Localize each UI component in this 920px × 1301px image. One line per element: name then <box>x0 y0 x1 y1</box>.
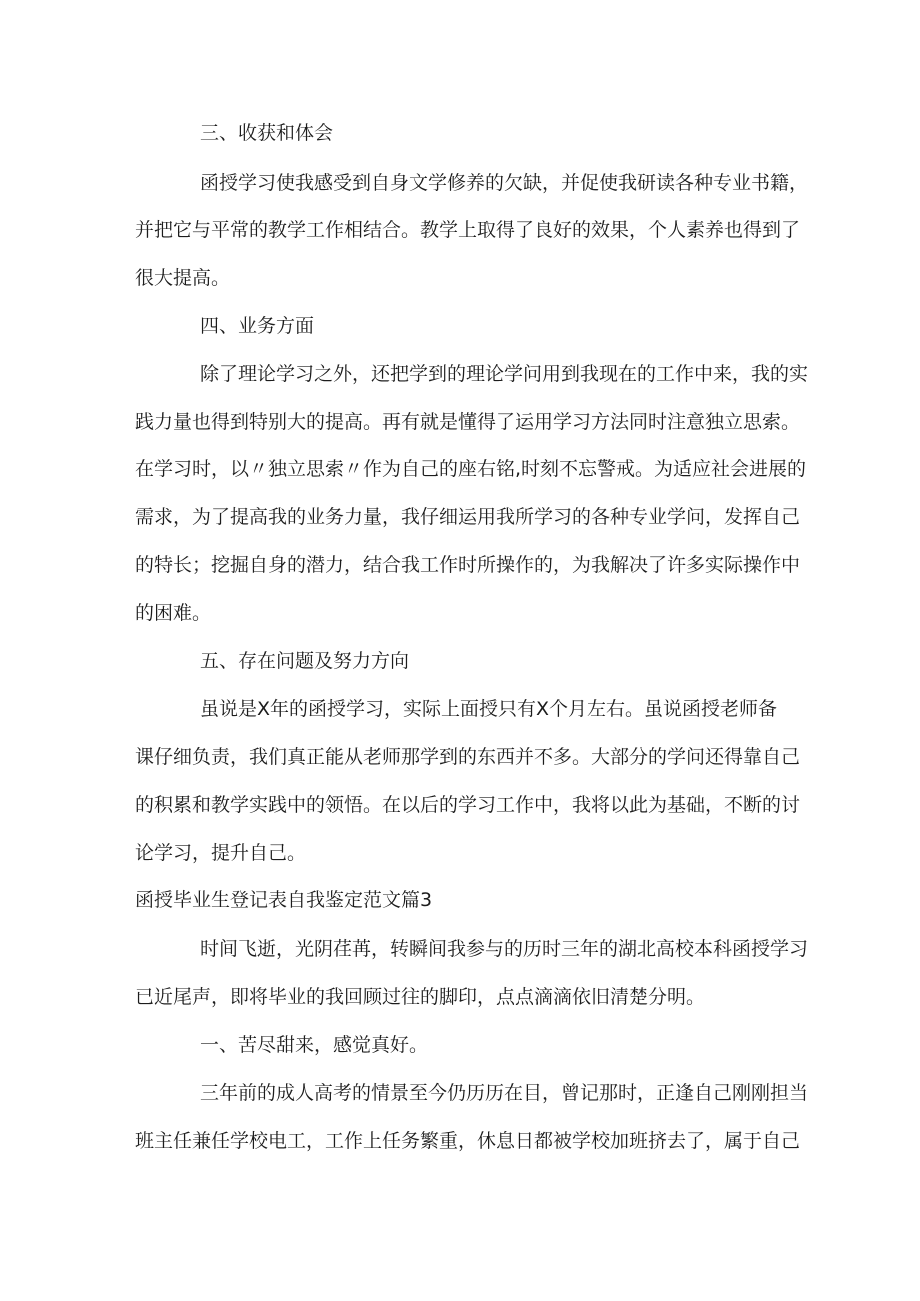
paragraph-line: 三年前的成人高考的情景至今仍历历在目，曾记那时，正逢自己刚刚担当 <box>200 1082 809 1104</box>
paragraph-line: 的特长；挖掘自身的潜力，结合我工作时所操作的，为我解决了许多实际操作中 <box>135 554 801 576</box>
section-heading-4: 四、业务方面 <box>200 315 315 337</box>
paragraph-line: 论学习，提升自己。 <box>135 842 307 864</box>
paragraph-line: 的困难。 <box>135 602 212 624</box>
paragraph-line: 班主任兼任学校电工，工作上任务繁重，休息日都被学校加班挤去了，属于自己 <box>135 1130 801 1152</box>
paragraph-line: 时间飞逝，光阴荏苒，转瞬间我参与的历时三年的湖北高校本科函授学习 <box>200 938 809 960</box>
paragraph-line: 除了理论学习之外，还把学到的理论学问用到我现在的工作中来，我的实 <box>200 363 809 385</box>
paragraph-line: 课仔细负责，我们真正能从老师那学到的东西并不多。大部分的学问还得靠自己 <box>135 746 801 768</box>
paragraph-line: 需求，为了提高我的业务力量，我仔细运用我所学习的各种专业学问，发挥自己 <box>135 506 801 528</box>
section-heading-5: 五、存在问题及努力方向 <box>200 650 410 672</box>
paragraph-line: 并把它与平常的教学工作相结合。教学上取得了良好的效果，个人素养也得到了 <box>135 219 801 241</box>
paragraph-line: 的积累和教学实践中的领悟。在以后的学习工作中，我将以此为基础，不断的讨 <box>135 794 801 816</box>
paragraph-line: 在学习时，以〃独立思索〃作为自己的座右铭,时刻不忘警戒。为适应社会进展的 <box>135 458 807 480</box>
paragraph-line: 虽说是X年的函授学习，实际上面授只有X个月左右。虽说函授老师备 <box>200 698 778 720</box>
section-heading-1: 一、苦尽甜来，感觉真好。 <box>200 1034 429 1056</box>
paragraph-line: 很大提高。 <box>135 267 231 289</box>
paragraph-line: 践力量也得到特别大的提高。再有就是懂得了运用学习方法同时注意独立思索。 <box>135 411 801 433</box>
paragraph-line: 已近尾声，即将毕业的我回顾过往的脚印，点点滴滴依旧清楚分明。 <box>135 986 706 1008</box>
paragraph-line: 函授学习使我感受到自身文学修养的欠缺，并促使我研读各种专业书籍， <box>200 172 809 194</box>
section-heading-3: 三、收获和体会 <box>200 122 334 144</box>
article-title: 函授毕业生登记表自我鉴定范文篇3 <box>135 889 433 911</box>
